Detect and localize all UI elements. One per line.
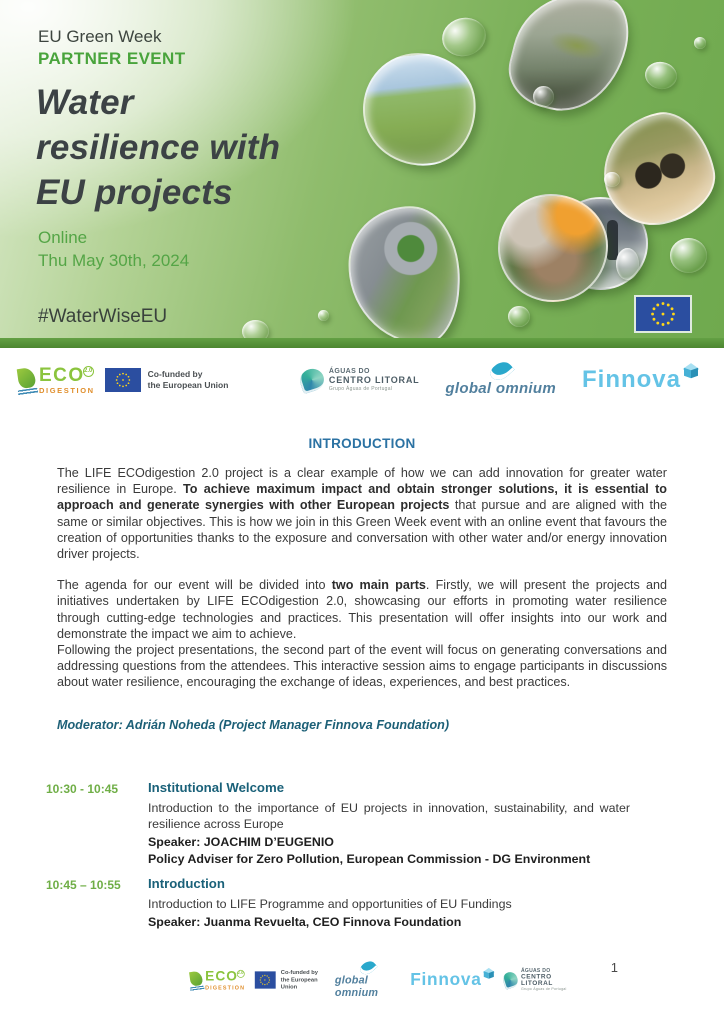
cofunded-line2: the European Union (280, 976, 318, 991)
finnova-wordmark: Finnova (581, 366, 681, 393)
agenda-time: 10:45 – 10:55 (46, 878, 121, 893)
cofunded-line1: Co-funded by (280, 969, 318, 976)
introduction-paragraph-2 (57, 577, 667, 642)
eu-green-week-label: EU Green Week (38, 27, 162, 46)
para2-text: The agenda for our event will be divided into (57, 578, 332, 593)
moderator-line: Moderator: Adrián Noheda (Project Manager Finnova Foundation) (57, 717, 450, 732)
eco-version-badge: 2.0 (237, 971, 244, 976)
event-eyebrow (38, 26, 186, 70)
global-omnium-logo (445, 363, 556, 397)
aguas-line1: ÁGUAS DO (520, 968, 551, 974)
aguas-centro-litoral-logo (300, 368, 420, 392)
eu-cofunded-logo (255, 969, 326, 991)
introduction-paragraph-1 (57, 465, 667, 562)
footer-logo-strip (190, 961, 574, 998)
agenda-time: 10:30 - 10:45 (46, 781, 119, 796)
agenda-title: Institutional Welcome (148, 779, 285, 795)
aguas-swirl-icon (297, 366, 327, 394)
droplet-photo-crocodile (501, 0, 637, 123)
agenda-title: Introduction (148, 876, 225, 892)
aguas-line3: Grupo Águas de Portugal (520, 987, 567, 992)
water-droplet-icon (670, 238, 707, 273)
finnova-logo (582, 368, 698, 392)
eco-digestion-logo (190, 970, 245, 991)
page-footer (0, 954, 724, 1006)
eco-leaf-icon (17, 367, 37, 389)
title-line-2: resilience with (36, 128, 281, 167)
agenda-description: Introduction to the importance of EU projects in innovation, sustainability, and water resilience across Europe (148, 800, 630, 831)
eu-flag-icon (105, 368, 141, 392)
digestion-wordmark: DIGESTION (39, 385, 95, 395)
para1-bold-text: To achieve maximum impact and obtain stronger solutions, it is essential to approach and generate synergies with other European projects (57, 482, 667, 513)
page-title (36, 80, 280, 215)
finnova-cube-icon (484, 968, 494, 978)
title-line-1: Water (36, 83, 134, 122)
title-line-3: EU projects (36, 173, 233, 212)
water-droplet-icon (616, 248, 639, 280)
aguas-line1: ÁGUAS DO (328, 368, 370, 376)
aguas-line2: CENTRO LITORAL (328, 374, 420, 385)
water-droplet-icon (318, 310, 329, 321)
event-format: Online (38, 228, 88, 247)
hero-banner (0, 0, 724, 348)
digestion-wordmark: DIGESTION (205, 984, 246, 991)
hero-bottom-band (0, 338, 724, 348)
water-droplet-icon (643, 59, 679, 91)
cofunded-line2: the European Union (147, 380, 229, 390)
eu-cofunded-logo (105, 368, 229, 392)
event-meta (38, 226, 189, 272)
eco-wordmark: ECO (39, 364, 85, 386)
agenda-item-1 (46, 780, 667, 868)
event-date: Thu May 30th, 2024 (38, 251, 190, 270)
agenda-speaker: Speaker: JOACHIM D’EUGENIO (148, 835, 334, 850)
document-body (0, 412, 724, 931)
eu-stars-icon (662, 313, 665, 316)
aguas-line3: Grupo Águas de Portugal (328, 385, 393, 392)
para1-text: The LIFE ECOdigestion 2.0 project is a clear example of how we can add innovation for greater water resilience in Europe. (57, 466, 667, 497)
finnova-logo (410, 971, 494, 988)
water-droplet-icon (604, 172, 620, 187)
aguas-swirl-icon (501, 970, 519, 989)
para2-bold-text: two main parts (331, 578, 426, 593)
event-hashtag: #WaterWiseEU (38, 306, 168, 327)
eco-wordmark: ECO (205, 969, 239, 985)
partner-logo-bar (0, 348, 724, 412)
eu-stars-icon (122, 379, 124, 381)
partner-event-label: PARTNER EVENT (38, 49, 186, 68)
eco-leaf-icon (189, 971, 203, 987)
agenda-speaker-role: Policy Adviser for Zero Pollution, European Commission - DG Environment (148, 851, 591, 866)
water-droplet-icon (438, 13, 490, 61)
introduction-heading: INTRODUCTION (308, 436, 416, 451)
droplet-photo-roundabout (344, 203, 463, 347)
aguas-line2: CENTRO LITORAL (520, 972, 553, 987)
agenda-speaker: Speaker: Juanma Revuelta, CEO Finnova Foundation (148, 915, 462, 930)
finnova-wordmark: Finnova (410, 969, 482, 990)
global-omnium-wordmark: global omnium (445, 380, 556, 397)
droplet-photo-hands-together (498, 194, 608, 302)
introduction-paragraph-3: Following the project presentations, the second part of the event will focus on generating conversations and addressing questions from the attendees. This interactive session aims to engage participants in discussions about water resilience, encouraging the exchange of ideas, experiences, and best practices. (57, 643, 667, 690)
eu-flag-icon (255, 971, 276, 988)
eu-stars-icon (265, 979, 266, 980)
water-droplet-icon (694, 37, 706, 49)
global-omnium-logo (335, 962, 401, 999)
para2-text-2: . Firstly, we will present the projects and initiatives undertaken by LIFE ECOdigestion 2.0, showcasing our efforts in promoting water resilience through cutting-edge technologies and practices. This presentation will offer insights into our work and demonstrate the impact we aim to achieve. (57, 578, 667, 641)
global-omnium-wordmark: global omnium (334, 973, 379, 999)
water-droplet-icon (508, 306, 530, 327)
agenda-item-2 (46, 876, 667, 931)
finnova-cube-icon (684, 364, 698, 378)
droplet-photo-aerial-landscape (357, 47, 481, 171)
aguas-centro-litoral-logo (503, 968, 574, 992)
para1-text-2: that pursue and are aligned with the same or similar objectives. This is how we join in this Green Week event with an online event that favours the creation of opportunities thanks to the exposure and conversation with other water and/or energy innovation driver projects. (57, 498, 667, 562)
page-number: 1 (610, 960, 618, 975)
agenda-description: Introduction to LIFE Programme and opportunities of EU Fundings (148, 897, 512, 912)
eu-flag-icon (634, 295, 692, 333)
water-droplet-icon (533, 86, 554, 107)
eco-digestion-logo (18, 366, 95, 395)
cofunded-line1: Co-funded by (147, 369, 203, 380)
eco-version-badge: 2.0 (83, 366, 94, 377)
